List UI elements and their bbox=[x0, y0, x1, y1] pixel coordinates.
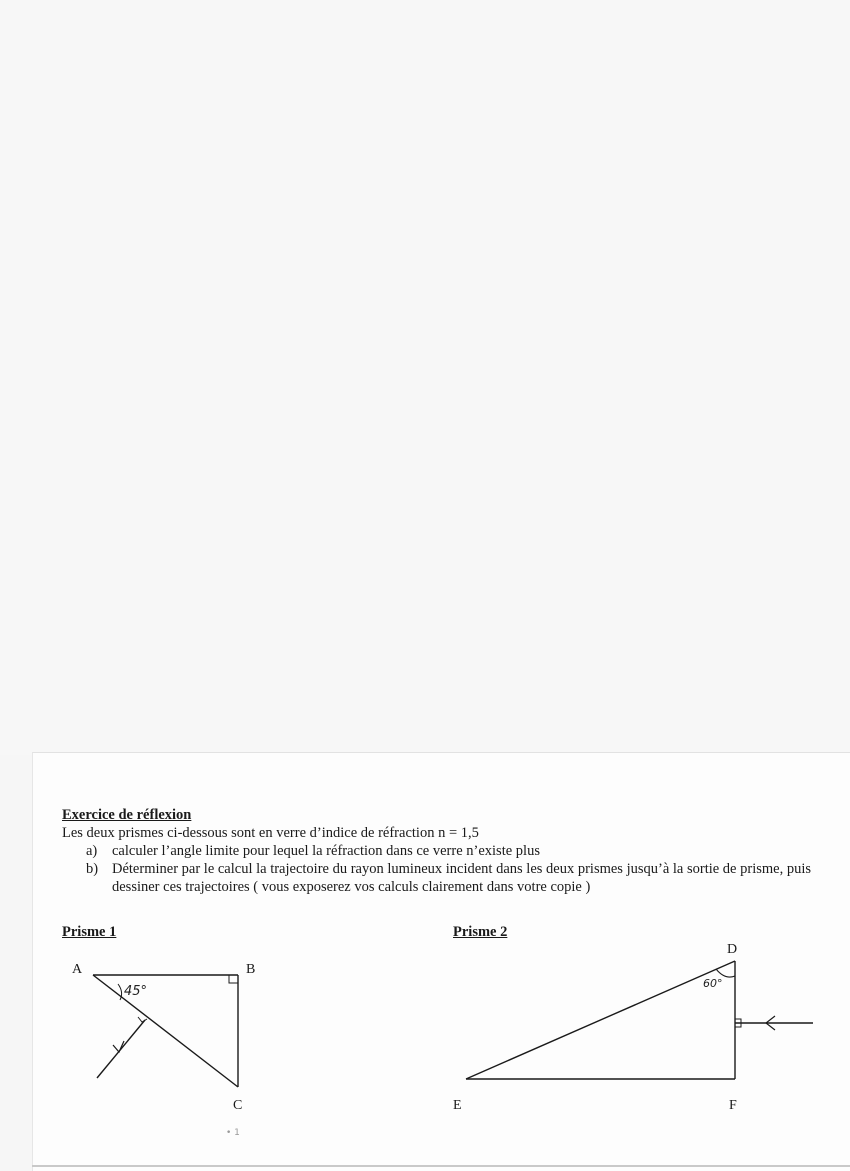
prism1-right-angle-mark bbox=[229, 975, 238, 983]
prism2-title: Prisme 2 bbox=[453, 924, 508, 940]
prism1-title: Prisme 1 bbox=[62, 924, 117, 940]
prism1-label-c: C bbox=[233, 1098, 243, 1113]
prism2-side-de bbox=[466, 961, 735, 1079]
prism1-label-a: A bbox=[72, 962, 83, 977]
prism1-label-b: B bbox=[246, 962, 256, 977]
prism2-angle-arc bbox=[716, 969, 735, 977]
page-bottom-edge bbox=[32, 1165, 850, 1167]
prism2-figure bbox=[466, 961, 813, 1079]
prism2-angle-annotation: 60° bbox=[703, 977, 723, 990]
prism1-side-ac bbox=[93, 975, 238, 1087]
question-text: calculer l’angle limite pour lequel la réfraction dans ce verre n’existe plus bbox=[112, 843, 540, 859]
prism1-figure bbox=[93, 975, 238, 1087]
question-letter: b) bbox=[86, 861, 99, 877]
exercise-intro: Les deux prismes ci-dessous sont en verre d’indice de réfraction n = 1,5 bbox=[62, 825, 479, 841]
scan-mark: • 1 bbox=[226, 1128, 240, 1138]
prism2-label-e: E bbox=[453, 1098, 462, 1113]
prism1-normal-mark bbox=[138, 1017, 147, 1022]
question-letter: a) bbox=[86, 843, 98, 859]
prism1-angle-arc bbox=[118, 984, 122, 1000]
question-text: Déterminer par le calcul la trajectoire du rayon lumineux incident dans les deux prismes jusqu’à la sortie de prisme, puis dessiner ces trajectoires ( vous exposerez vos calculs clairement dans votre copie ) bbox=[112, 861, 812, 895]
exercise-title: Exercice de réflexion bbox=[62, 807, 192, 823]
prism2-label-d: D bbox=[727, 942, 738, 957]
prism1-angle-annotation: 45° bbox=[124, 984, 148, 999]
prism2-label-f: F bbox=[729, 1098, 737, 1113]
